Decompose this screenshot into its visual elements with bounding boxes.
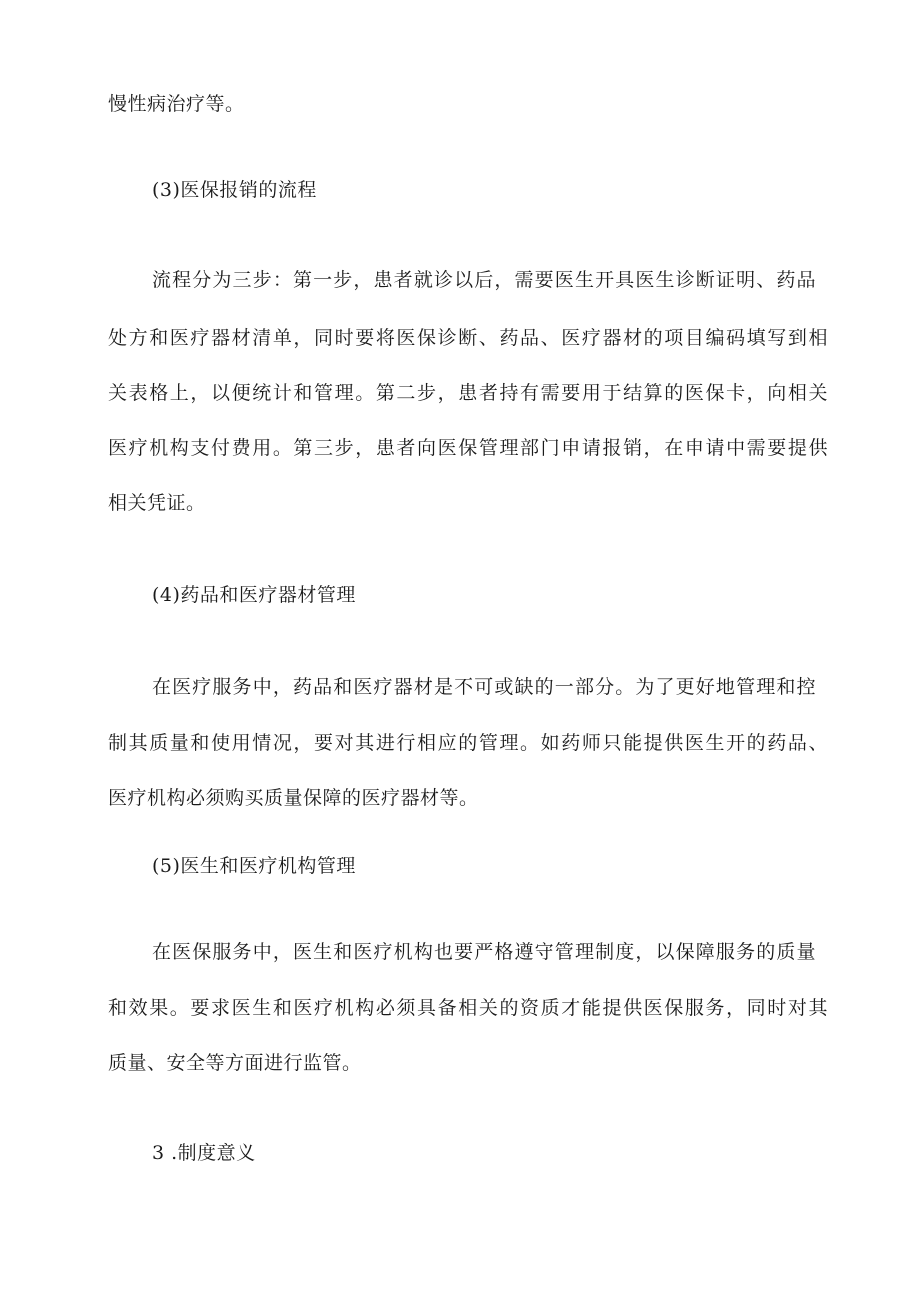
section-heading-4: (4)药品和医疗器材管理 [152, 584, 356, 606]
section-heading-significance: 3 .制度意义 [152, 1142, 256, 1164]
section-heading-5: (5)医生和医疗机构管理 [152, 855, 356, 877]
paragraph-line: 和效果。要求医生和医疗机构必须具备相关的资质才能提供医保服务，同时对其 [108, 997, 828, 1019]
paragraph-line: 处方和医疗器材清单，同时要将医保诊断、药品、医疗器材的项目编码填写到相 [108, 327, 828, 349]
paragraph-line: 在医疗服务中，药品和医疗器材是不可或缺的一部分。为了更好地管理和控 [152, 676, 816, 698]
paragraph-line: 在医保服务中，医生和医疗机构也要严格遵守管理制度，以保障服务的质量 [152, 941, 816, 963]
paragraph-line: 关表格上，以便统计和管理。第二步，患者持有需要用于结算的医保卡，向相关 [108, 382, 828, 404]
paragraph-line: 医疗机构必须购买质量保障的医疗器材等。 [108, 787, 479, 809]
section-heading-3: (3)医保报销的流程 [152, 179, 317, 201]
paragraph-line: 医疗机构支付费用。第三步，患者向医保管理部门申请报销，在申请中需要提供 [108, 437, 828, 459]
paragraph-line: 制其质量和使用情况，要对其进行相应的管理。如药师只能提供医生开的药品、 [108, 732, 828, 754]
paragraph-line: 相关凭证。 [108, 492, 206, 514]
paragraph-line: 质量、安全等方面进行监管。 [108, 1052, 362, 1074]
paragraph-line: 流程分为三步：第一步，患者就诊以后，需要医生开具医生诊断证明、药品 [152, 269, 816, 291]
continuation-line: 慢性病治疗等。 [108, 93, 245, 115]
